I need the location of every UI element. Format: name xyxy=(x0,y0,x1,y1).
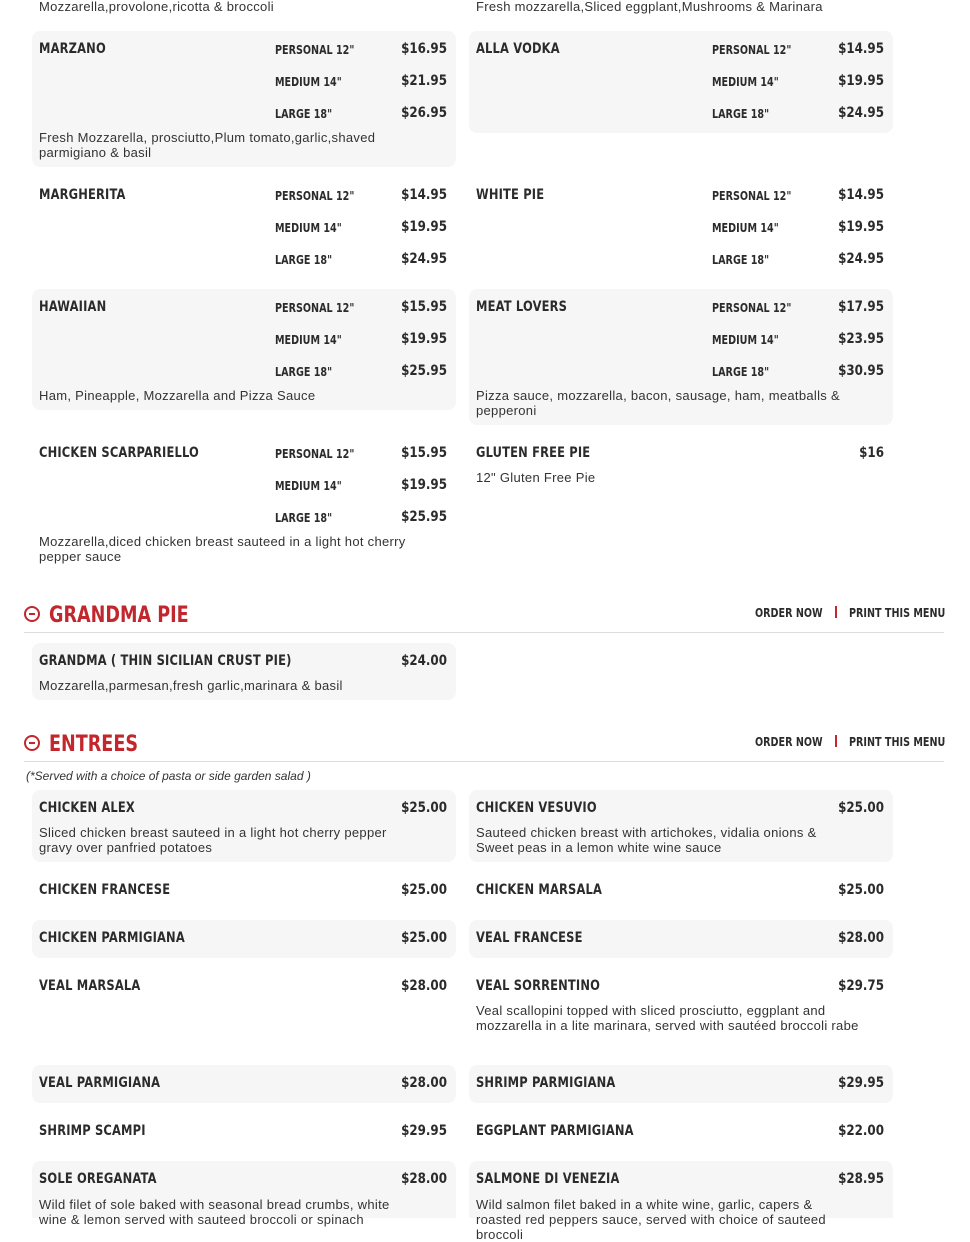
print-menu-link[interactable]: PRINT THIS MENU xyxy=(849,606,946,620)
item-price: $25.00 xyxy=(838,800,884,816)
menu-item-chicken-parmigiana[interactable] xyxy=(32,920,456,958)
menu-item-hawaiian[interactable] xyxy=(32,289,456,410)
item-price: $23.95 xyxy=(838,331,884,347)
size-label: MEDIUM 14" xyxy=(275,333,342,347)
item-price: $19.95 xyxy=(401,331,447,347)
menu-item-chicken-vesuvio[interactable] xyxy=(469,790,893,862)
item-price: $15.95 xyxy=(401,299,447,315)
item-price: $14.95 xyxy=(401,187,447,203)
size-label: MEDIUM 14" xyxy=(712,221,779,235)
item-description: Mozzarella,diced chicken breast sauteed in a light hot cherry pepper sauce xyxy=(39,534,406,564)
section-divider xyxy=(24,632,944,633)
item-name: SHRIMP PARMIGIANA xyxy=(476,1075,616,1091)
menu-item-grandma[interactable] xyxy=(32,643,456,700)
item-name: GLUTEN FREE PIE xyxy=(476,445,591,461)
order-now-link[interactable]: ORDER NOW xyxy=(755,606,823,620)
size-label: LARGE 18" xyxy=(275,107,333,121)
size-label: LARGE 18" xyxy=(712,365,770,379)
item-name: EGGPLANT PARMIGIANA xyxy=(476,1123,634,1139)
section-divider xyxy=(24,761,944,762)
item-price: $29.75 xyxy=(838,978,884,994)
item-price: $29.95 xyxy=(401,1123,447,1139)
item-price: $24.95 xyxy=(401,251,447,267)
item-price: $25.95 xyxy=(401,363,447,379)
item-description: Fresh mozzarella,Sliced eggplant,Mushrooms & Marinara xyxy=(476,0,823,14)
item-price: $19.95 xyxy=(401,219,447,235)
size-label: PERSONAL 12" xyxy=(275,301,355,315)
size-label: PERSONAL 12" xyxy=(275,189,355,203)
section-title-grandma-pie: GRANDMA PIE xyxy=(49,603,189,628)
item-description: Wild salmon filet baked in a white wine, garlic, capers & roasted red peppers sauce, served with choice of sauteed broccoli xyxy=(476,1197,826,1242)
item-name: CHICKEN SCARPARIELLO xyxy=(39,445,199,461)
item-name: SALMONE DI VENEZIA xyxy=(476,1171,620,1187)
menu-item-gluten-free-pie[interactable] xyxy=(469,435,893,495)
item-price: $28.00 xyxy=(838,930,884,946)
item-price: $15.95 xyxy=(401,445,447,461)
menu-item-chicken-francese[interactable] xyxy=(32,872,456,910)
item-name: MEAT LOVERS xyxy=(476,299,568,315)
size-label: MEDIUM 14" xyxy=(712,333,779,347)
collapse-icon[interactable] xyxy=(24,735,40,751)
item-name: CHICKEN MARSALA xyxy=(476,882,603,898)
menu-item-veal-francese[interactable] xyxy=(469,920,893,958)
item-description: Pizza sauce, mozzarella, bacon, sausage, ham, meatballs & pepperoni xyxy=(476,388,840,418)
item-name: VEAL PARMIGIANA xyxy=(39,1075,161,1091)
size-label: LARGE 18" xyxy=(712,253,770,267)
menu-item-veal-sorrentino[interactable] xyxy=(469,968,893,1053)
item-price: $24.00 xyxy=(401,653,447,669)
menu-item-salmone-di-venezia[interactable] xyxy=(469,1161,893,1242)
section-title-entrees: ENTREES xyxy=(49,732,139,757)
menu-item-shrimp-scampi[interactable] xyxy=(32,1113,456,1151)
item-name: CHICKEN PARMIGIANA xyxy=(39,930,185,946)
item-price: $19.95 xyxy=(401,477,447,493)
item-price: $28.00 xyxy=(401,978,447,994)
menu-item-meat-lovers[interactable] xyxy=(469,289,893,425)
size-label: PERSONAL 12" xyxy=(275,447,355,461)
menu-item-chicken-alex[interactable] xyxy=(32,790,456,862)
menu-item-chicken-scarpariello[interactable] xyxy=(32,435,456,565)
item-name: CHICKEN VESUVIO xyxy=(476,800,597,816)
item-description: Sauteed chicken breast with artichokes, vidalia onions & Sweet peas in a lemon white wine sauce xyxy=(476,825,817,855)
item-price: $16 xyxy=(859,445,884,461)
item-price: $29.95 xyxy=(838,1075,884,1091)
link-separator xyxy=(835,606,837,618)
print-menu-link[interactable]: PRINT THIS MENU xyxy=(849,735,946,749)
item-name: MARZANO xyxy=(39,41,106,57)
item-price: $14.95 xyxy=(838,187,884,203)
item-price: $17.95 xyxy=(838,299,884,315)
item-price: $25.00 xyxy=(838,882,884,898)
menu-item-marzano[interactable] xyxy=(32,31,456,167)
item-name: WHITE PIE xyxy=(476,187,545,203)
size-label: PERSONAL 12" xyxy=(712,189,792,203)
section-note: (*Served with a choice of pasta or side garden salad ) xyxy=(26,769,311,783)
item-description: Mozzarella,parmesan,fresh garlic,marinara & basil xyxy=(39,678,343,693)
item-name: CHICKEN ALEX xyxy=(39,800,135,816)
size-label: LARGE 18" xyxy=(275,365,333,379)
size-label: PERSONAL 12" xyxy=(275,43,355,57)
item-description: Mozzarella,provolone,ricotta & broccoli xyxy=(39,0,274,14)
item-name: CHICKEN FRANCESE xyxy=(39,882,171,898)
item-price: $22.00 xyxy=(838,1123,884,1139)
item-name: VEAL FRANCESE xyxy=(476,930,583,946)
item-description: Fresh Mozzarella, prosciutto,Plum tomato,garlic,shaved parmigiano & basil xyxy=(39,130,376,160)
link-separator xyxy=(835,735,837,747)
item-description: Sliced chicken breast sauteed in a light hot cherry pepper gravy over panfried potatoes xyxy=(39,825,387,855)
menu-item-margherita[interactable] xyxy=(32,177,456,277)
size-label: LARGE 18" xyxy=(712,107,770,121)
item-name: MARGHERITA xyxy=(39,187,126,203)
item-price: $25.00 xyxy=(401,882,447,898)
menu-item-veal-parmigiana[interactable] xyxy=(32,1065,456,1103)
item-price: $26.95 xyxy=(401,105,447,121)
size-label: MEDIUM 14" xyxy=(712,75,779,89)
item-price: $25.95 xyxy=(401,509,447,525)
item-price: $25.00 xyxy=(401,800,447,816)
size-label: MEDIUM 14" xyxy=(275,221,342,235)
item-name: SHRIMP SCAMPI xyxy=(39,1123,146,1139)
item-name: VEAL SORRENTINO xyxy=(476,978,601,994)
size-label: MEDIUM 14" xyxy=(275,479,342,493)
menu-item-shrimp-parmigiana[interactable] xyxy=(469,1065,893,1103)
size-label: MEDIUM 14" xyxy=(275,75,342,89)
item-price: $19.95 xyxy=(838,73,884,89)
item-price: $14.95 xyxy=(838,41,884,57)
item-price: $21.95 xyxy=(401,73,447,89)
item-price: $24.95 xyxy=(838,105,884,121)
menu-item-alla-vodka[interactable] xyxy=(469,31,893,133)
item-price: $19.95 xyxy=(838,219,884,235)
menu-item-eggplant-parmigiana[interactable] xyxy=(469,1113,893,1151)
item-description: Ham, Pineapple, Mozzarella and Pizza Sauce xyxy=(39,388,316,403)
size-label: LARGE 18" xyxy=(275,253,333,267)
item-name: VEAL MARSALA xyxy=(39,978,141,994)
menu-item-veal-marsala[interactable] xyxy=(32,968,456,1053)
item-name: HAWAIIAN xyxy=(39,299,107,315)
item-price: $28.00 xyxy=(401,1171,447,1187)
item-name: GRANDMA ( THIN SICILIAN CRUST PIE) xyxy=(39,653,292,669)
item-price: $30.95 xyxy=(838,363,884,379)
size-label: PERSONAL 12" xyxy=(712,301,792,315)
item-description: Veal scallopini topped with sliced prosciutto, eggplant and mozzarella in a lite marinara, served with sautéed broccoli rabe xyxy=(476,1003,859,1033)
item-price: $28.00 xyxy=(401,1075,447,1091)
collapse-icon[interactable] xyxy=(24,606,40,622)
item-price: $24.95 xyxy=(838,251,884,267)
order-now-link[interactable]: ORDER NOW xyxy=(755,735,823,749)
size-label: PERSONAL 12" xyxy=(712,43,792,57)
item-description: 12" Gluten Free Pie xyxy=(476,470,596,485)
size-label: LARGE 18" xyxy=(275,511,333,525)
menu-item-chicken-marsala[interactable] xyxy=(469,872,893,910)
menu-item-sole-oreganata[interactable] xyxy=(32,1161,456,1227)
menu-item-white-pie[interactable] xyxy=(469,177,893,277)
item-price: $25.00 xyxy=(401,930,447,946)
item-name: SOLE OREGANATA xyxy=(39,1171,157,1187)
item-price: $16.95 xyxy=(401,41,447,57)
item-description: Wild filet of sole baked with seasonal bread crumbs, white wine & lemon served with sauteed broccoli or spinach xyxy=(39,1197,390,1227)
item-name: ALLA VODKA xyxy=(476,41,560,57)
item-price: $28.95 xyxy=(838,1171,884,1187)
